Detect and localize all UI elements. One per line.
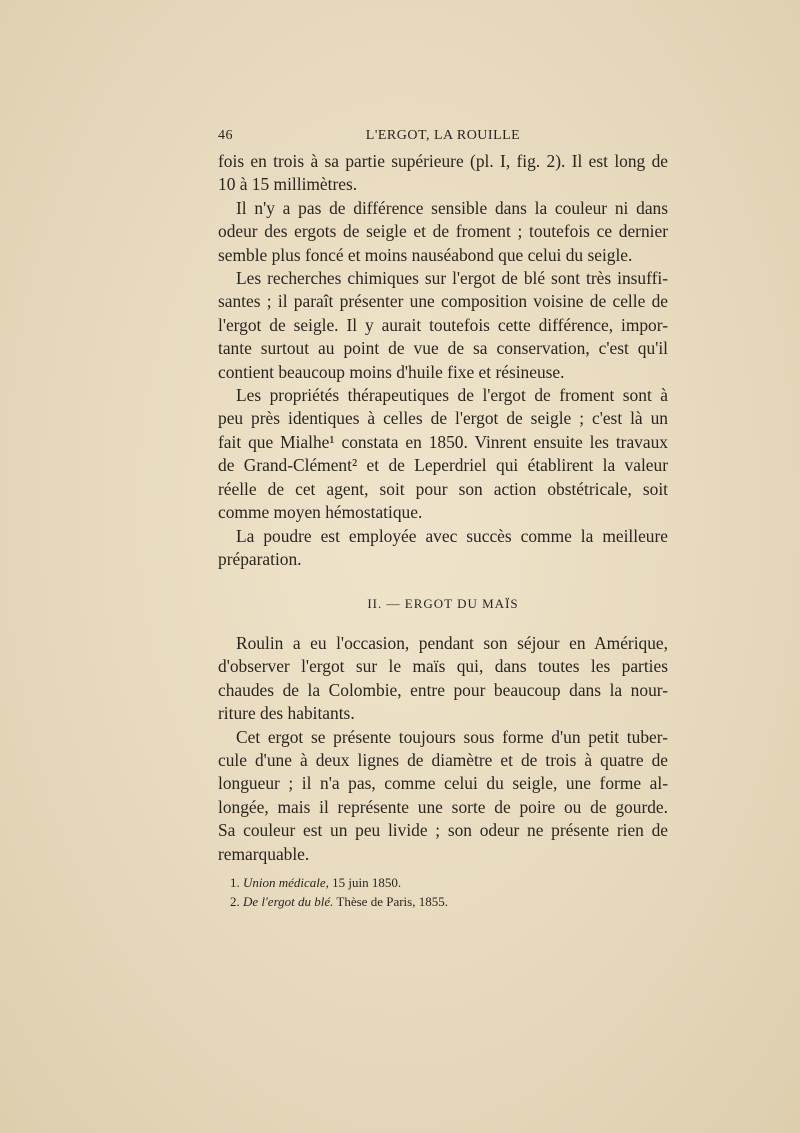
- section-1-text: [218, 150, 668, 571]
- text-line: semble plus foncé et moins nauséabond que celui du seigle.: [218, 244, 633, 265]
- footnote-number: 2.: [230, 894, 240, 909]
- text-line: cule d'une à deux lignes de diamètre et de trois à quatre de: [218, 750, 668, 771]
- text-line: santes ; il paraît présenter une composition voisine de celle de: [218, 291, 668, 312]
- text-line: de Grand-Clément² et de Leperdriel qui établirent la valeur: [218, 455, 668, 476]
- text-line: odeur des ergots de seigle et de froment ; toutefois ce dernier: [218, 221, 668, 242]
- running-title: L'ERGOT, LA ROUILLE: [365, 128, 521, 143]
- footnote-title: Union médicale,: [243, 875, 329, 890]
- text-line: réelle de cet agent, soit pour son action obstétricale, soit: [218, 478, 668, 499]
- text-line: longée, mais il représente une sorte de poire ou de gourde.: [218, 796, 668, 817]
- text-line: d'observer l'ergot sur le maïs qui, dans toutes les parties: [218, 656, 668, 677]
- running-header: [218, 128, 668, 150]
- text-line: Cet ergot se présente toujours sous forme d'un petit tuber-: [236, 726, 668, 747]
- text-line: Sa couleur est un peu livide ; son odeur ne présente rien de: [218, 820, 668, 841]
- text-line: 10 à 15 millimètres.: [218, 174, 358, 195]
- footnote: [230, 892, 660, 911]
- text-line: contient beaucoup moins d'huile fixe et résineuse.: [218, 361, 565, 382]
- section-2-text: [218, 632, 668, 866]
- text-line: fait que Mialhe¹ constata en 1850. Vinrent ensuite les travaux: [218, 431, 668, 452]
- text-line: peu près identiques à celles de l'ergot de seigle ; c'est là un: [218, 408, 668, 429]
- text-line: chaudes de la Colombie, entre pour beaucoup dans la nour-: [218, 679, 668, 700]
- text-line: remarquable.: [218, 843, 310, 864]
- footnote-text: Thèse de Paris, 1855.: [336, 894, 448, 909]
- text-line: Roulin a eu l'occasion, pendant son séjour en Amérique,: [236, 633, 668, 653]
- text-line: comme moyen hémostatique.: [218, 502, 423, 523]
- text-line: Il n'y a pas de différence sensible dans la couleur ni dans: [236, 197, 668, 218]
- footnote-title: De l'ergot du blé.: [243, 894, 334, 909]
- page-number: 46: [218, 128, 233, 143]
- text-line: riture des habitants.: [218, 703, 355, 724]
- footnote: [230, 873, 660, 892]
- text-line: tante surtout au point de vue de sa conservation, c'est qu'il: [218, 338, 668, 359]
- text-line: fois en trois à sa partie supérieure (pl. I, fig. 2). Il est long de: [218, 151, 668, 171]
- footnotes: [230, 873, 660, 911]
- footnote-text: 15 juin 1850.: [332, 875, 402, 890]
- text-line: longueur ; il n'a pas, comme celui du seigle, une forme al-: [218, 773, 668, 794]
- footnote-number: 1.: [230, 875, 240, 890]
- text-line: Les recherches chimiques sur l'ergot de blé sont très insuffi-: [236, 268, 668, 289]
- text-line: préparation.: [218, 548, 302, 569]
- text-line: La poudre est employée avec succès comme la meilleure: [236, 525, 668, 546]
- section-heading: II. — ERGOT DU MAÏS: [367, 596, 519, 611]
- text-line: Les propriétés thérapeutiques de l'ergot de froment sont à: [236, 385, 668, 406]
- text-line: l'ergot de seigle. Il y aurait toutefois cette différence, impor-: [218, 314, 668, 335]
